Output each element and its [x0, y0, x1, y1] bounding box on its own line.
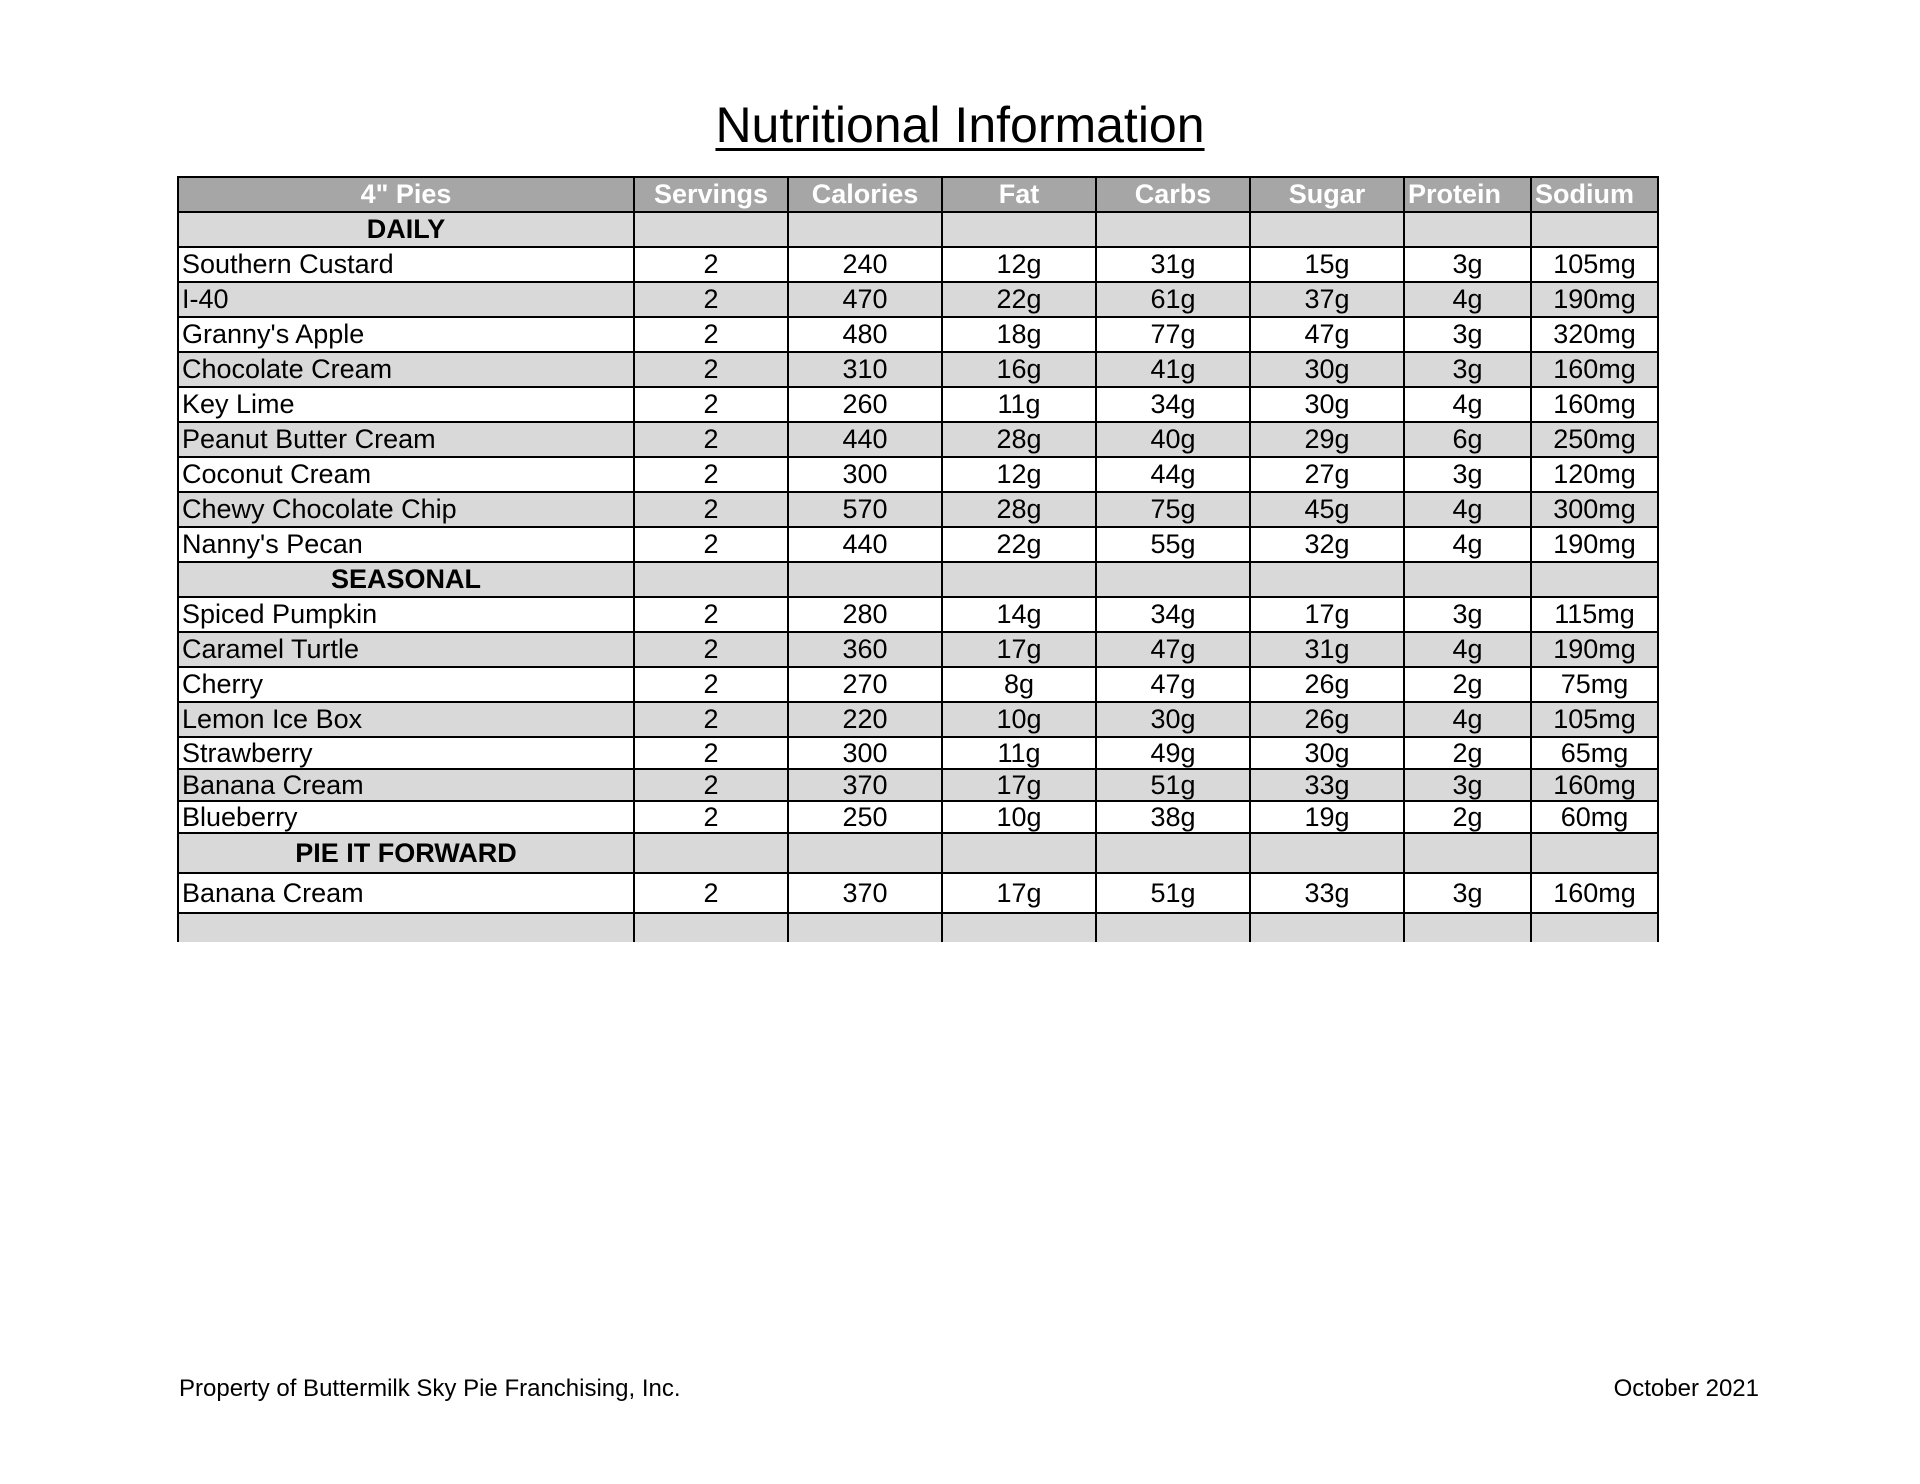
cell-sodium: 115mg [1531, 597, 1658, 632]
cell-name: Strawberry [178, 737, 634, 769]
table-row [178, 387, 1658, 422]
cell-calories: 370 [788, 873, 942, 913]
cell-fat: 11g [942, 737, 1096, 769]
cell-sugar: 26g [1250, 667, 1404, 702]
cell-carbs: 55g [1096, 527, 1250, 562]
cell-calories: 440 [788, 422, 942, 457]
cell-protein: 3g [1404, 769, 1531, 801]
section-empty-cell [1531, 833, 1658, 873]
table-row [178, 873, 1658, 913]
cell-servings: 2 [634, 387, 788, 422]
section-empty-cell [1096, 212, 1250, 247]
cell-name: Granny's Apple [178, 317, 634, 352]
empty-cell [634, 913, 788, 942]
cell-name: Southern Custard [178, 247, 634, 282]
cell-fat: 17g [942, 632, 1096, 667]
cell-sodium: 190mg [1531, 527, 1658, 562]
cell-name: Spiced Pumpkin [178, 597, 634, 632]
table-row [178, 597, 1658, 632]
cell-calories: 260 [788, 387, 942, 422]
section-empty-cell [1250, 833, 1404, 873]
section-empty-cell [1404, 833, 1531, 873]
cell-carbs: 34g [1096, 597, 1250, 632]
cell-sugar: 30g [1250, 387, 1404, 422]
cell-protein: 2g [1404, 801, 1531, 833]
cell-sodium: 60mg [1531, 801, 1658, 833]
cell-calories: 250 [788, 801, 942, 833]
cell-name: Blueberry [178, 801, 634, 833]
cell-name: Cherry [178, 667, 634, 702]
cell-calories: 370 [788, 769, 942, 801]
cell-fat: 8g [942, 667, 1096, 702]
cell-fat: 22g [942, 282, 1096, 317]
cell-servings: 2 [634, 422, 788, 457]
cell-calories: 360 [788, 632, 942, 667]
cell-sodium: 105mg [1531, 702, 1658, 737]
cell-sugar: 45g [1250, 492, 1404, 527]
cell-carbs: 61g [1096, 282, 1250, 317]
cell-servings: 2 [634, 352, 788, 387]
cell-name: Lemon Ice Box [178, 702, 634, 737]
empty-cell [178, 913, 634, 942]
cell-sugar: 27g [1250, 457, 1404, 492]
cell-carbs: 31g [1096, 247, 1250, 282]
cell-servings: 2 [634, 597, 788, 632]
column-header-carbs: Carbs [1096, 177, 1250, 212]
cell-sodium: 75mg [1531, 667, 1658, 702]
cell-servings: 2 [634, 317, 788, 352]
cell-fat: 10g [942, 702, 1096, 737]
cell-servings: 2 [634, 247, 788, 282]
cell-calories: 310 [788, 352, 942, 387]
cell-servings: 2 [634, 282, 788, 317]
cell-name: Peanut Butter Cream [178, 422, 634, 457]
cell-sugar: 31g [1250, 632, 1404, 667]
cell-protein: 3g [1404, 247, 1531, 282]
cell-calories: 280 [788, 597, 942, 632]
cell-name: Banana Cream [178, 873, 634, 913]
column-header-servings: Servings [634, 177, 788, 212]
cell-fat: 14g [942, 597, 1096, 632]
column-header-sodium: Sodium [1531, 177, 1658, 212]
section-empty-cell [1531, 212, 1658, 247]
cell-carbs: 47g [1096, 632, 1250, 667]
cell-servings: 2 [634, 873, 788, 913]
cell-protein: 3g [1404, 597, 1531, 632]
table-body [178, 212, 1658, 942]
cell-servings: 2 [634, 737, 788, 769]
column-header-protein: Protein [1404, 177, 1531, 212]
section-empty-cell [634, 212, 788, 247]
cell-calories: 570 [788, 492, 942, 527]
cell-carbs: 41g [1096, 352, 1250, 387]
cell-name: Nanny's Pecan [178, 527, 634, 562]
cell-fat: 12g [942, 247, 1096, 282]
cell-sugar: 47g [1250, 317, 1404, 352]
cell-sugar: 32g [1250, 527, 1404, 562]
cell-calories: 470 [788, 282, 942, 317]
cell-sugar: 29g [1250, 422, 1404, 457]
cell-fat: 28g [942, 492, 1096, 527]
section-row [178, 833, 1658, 873]
cell-name: Chocolate Cream [178, 352, 634, 387]
cell-protein: 4g [1404, 632, 1531, 667]
section-empty-cell [788, 562, 942, 597]
cell-protein: 2g [1404, 737, 1531, 769]
cell-servings: 2 [634, 769, 788, 801]
cell-sodium: 120mg [1531, 457, 1658, 492]
section-empty-cell [1096, 833, 1250, 873]
empty-cell [1531, 913, 1658, 942]
cell-calories: 300 [788, 457, 942, 492]
table-row [178, 317, 1658, 352]
footer-date: October 2021 [1613, 1375, 1759, 1402]
table-row [178, 737, 1658, 769]
cell-servings: 2 [634, 667, 788, 702]
cell-protein: 3g [1404, 352, 1531, 387]
cell-calories: 480 [788, 317, 942, 352]
column-header-calories: Calories [788, 177, 942, 212]
cell-sodium: 300mg [1531, 492, 1658, 527]
cell-sodium: 190mg [1531, 632, 1658, 667]
cell-carbs: 75g [1096, 492, 1250, 527]
section-empty-cell [1096, 562, 1250, 597]
cell-sugar: 33g [1250, 873, 1404, 913]
cell-protein: 3g [1404, 457, 1531, 492]
table-row [178, 527, 1658, 562]
cell-sugar: 26g [1250, 702, 1404, 737]
cell-fat: 12g [942, 457, 1096, 492]
empty-cell [1096, 913, 1250, 942]
cell-protein: 6g [1404, 422, 1531, 457]
section-empty-cell [1250, 562, 1404, 597]
cell-name: Banana Cream [178, 769, 634, 801]
section-empty-cell [1404, 212, 1531, 247]
cell-carbs: 38g [1096, 801, 1250, 833]
section-empty-cell [788, 212, 942, 247]
column-header-sugar: Sugar [1250, 177, 1404, 212]
cell-sugar: 19g [1250, 801, 1404, 833]
cell-protein: 2g [1404, 667, 1531, 702]
section-empty-cell [634, 833, 788, 873]
empty-cell [1250, 913, 1404, 942]
table-row [178, 247, 1658, 282]
cell-protein: 4g [1404, 527, 1531, 562]
cell-servings: 2 [634, 702, 788, 737]
table-row [178, 457, 1658, 492]
cell-sugar: 17g [1250, 597, 1404, 632]
nutrition-table [177, 176, 1659, 942]
section-label: SEASONAL [178, 562, 634, 597]
cell-sodium: 65mg [1531, 737, 1658, 769]
section-label: PIE IT FORWARD [178, 833, 634, 873]
section-empty-cell [788, 833, 942, 873]
cell-servings: 2 [634, 527, 788, 562]
table-row [178, 667, 1658, 702]
cell-sodium: 160mg [1531, 387, 1658, 422]
section-row [178, 212, 1658, 247]
table-row [178, 492, 1658, 527]
cell-fat: 28g [942, 422, 1096, 457]
cell-name: Chewy Chocolate Chip [178, 492, 634, 527]
table-row [178, 282, 1658, 317]
cell-calories: 240 [788, 247, 942, 282]
cell-calories: 440 [788, 527, 942, 562]
cell-fat: 16g [942, 352, 1096, 387]
cell-calories: 300 [788, 737, 942, 769]
cell-sodium: 250mg [1531, 422, 1658, 457]
section-empty-cell [1531, 562, 1658, 597]
table-header-row [178, 177, 1658, 212]
cell-servings: 2 [634, 632, 788, 667]
cell-servings: 2 [634, 457, 788, 492]
cell-servings: 2 [634, 801, 788, 833]
table-row [178, 769, 1658, 801]
cell-protein: 4g [1404, 492, 1531, 527]
empty-cell [942, 913, 1096, 942]
section-empty-cell [634, 562, 788, 597]
section-empty-cell [942, 833, 1096, 873]
cell-name: Coconut Cream [178, 457, 634, 492]
cell-sodium: 160mg [1531, 352, 1658, 387]
cell-fat: 18g [942, 317, 1096, 352]
cell-protein: 4g [1404, 282, 1531, 317]
cell-sodium: 105mg [1531, 247, 1658, 282]
cell-sodium: 190mg [1531, 282, 1658, 317]
cell-sugar: 15g [1250, 247, 1404, 282]
cell-carbs: 30g [1096, 702, 1250, 737]
section-empty-cell [942, 212, 1096, 247]
cell-sugar: 37g [1250, 282, 1404, 317]
section-empty-cell [1250, 212, 1404, 247]
cell-sodium: 320mg [1531, 317, 1658, 352]
table-row [178, 702, 1658, 737]
cell-sugar: 30g [1250, 737, 1404, 769]
cell-sugar: 30g [1250, 352, 1404, 387]
section-label: DAILY [178, 212, 634, 247]
table-row [178, 632, 1658, 667]
cell-protein: 4g [1404, 702, 1531, 737]
cell-carbs: 34g [1096, 387, 1250, 422]
cell-protein: 3g [1404, 317, 1531, 352]
cell-carbs: 49g [1096, 737, 1250, 769]
empty-trailing-row [178, 913, 1658, 942]
cell-carbs: 40g [1096, 422, 1250, 457]
cell-carbs: 51g [1096, 873, 1250, 913]
page-title: Nutritional Information [715, 97, 1205, 153]
cell-calories: 270 [788, 667, 942, 702]
section-empty-cell [1404, 562, 1531, 597]
cell-fat: 17g [942, 873, 1096, 913]
section-row [178, 562, 1658, 597]
cell-name: Key Lime [178, 387, 634, 422]
section-empty-cell [942, 562, 1096, 597]
cell-carbs: 51g [1096, 769, 1250, 801]
cell-fat: 17g [942, 769, 1096, 801]
cell-fat: 10g [942, 801, 1096, 833]
cell-carbs: 47g [1096, 667, 1250, 702]
cell-protein: 4g [1404, 387, 1531, 422]
cell-sodium: 160mg [1531, 769, 1658, 801]
cell-name: Caramel Turtle [178, 632, 634, 667]
cell-fat: 11g [942, 387, 1096, 422]
table-row [178, 352, 1658, 387]
column-header-pies: 4" Pies [178, 177, 634, 212]
cell-protein: 3g [1404, 873, 1531, 913]
table-row [178, 422, 1658, 457]
cell-calories: 220 [788, 702, 942, 737]
cell-fat: 22g [942, 527, 1096, 562]
table-row [178, 801, 1658, 833]
column-header-fat: Fat [942, 177, 1096, 212]
cell-name: I-40 [178, 282, 634, 317]
footer-property-note: Property of Buttermilk Sky Pie Franchising, Inc. [179, 1375, 681, 1402]
empty-cell [788, 913, 942, 942]
cell-servings: 2 [634, 492, 788, 527]
empty-cell [1404, 913, 1531, 942]
cell-sugar: 33g [1250, 769, 1404, 801]
cell-sodium: 160mg [1531, 873, 1658, 913]
cell-carbs: 77g [1096, 317, 1250, 352]
cell-carbs: 44g [1096, 457, 1250, 492]
